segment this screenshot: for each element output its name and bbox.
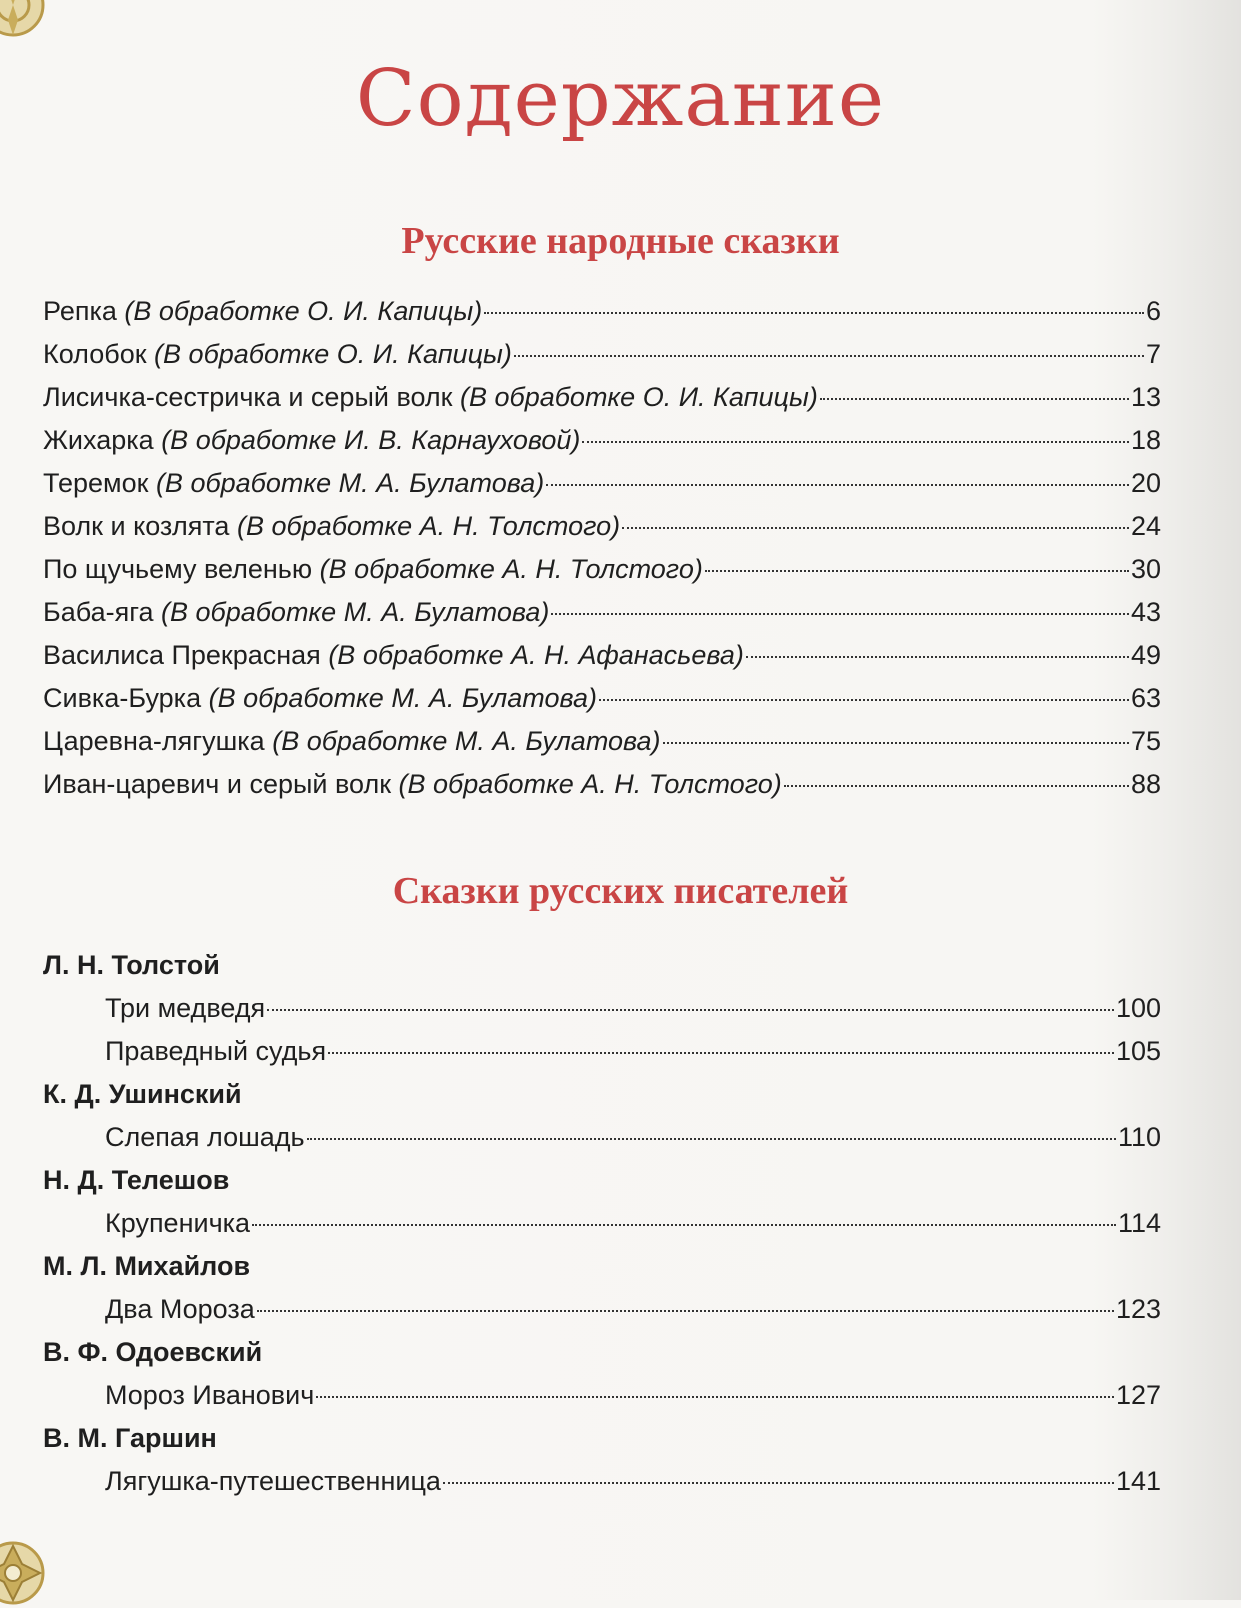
- entry-page: 20: [1130, 468, 1161, 498]
- entry-note: (В обработке М. А. Булатова): [155, 468, 545, 498]
- dot-leader: [551, 613, 1129, 615]
- toc-entry[interactable]: [43, 505, 1161, 548]
- entry-title: Василиса Прекрасная: [43, 640, 321, 670]
- dot-leader: [599, 699, 1129, 701]
- entry-note: (В обработке А. Н. Толстого): [398, 769, 782, 799]
- entry-title: Теремок: [43, 468, 149, 498]
- entry-page: 88: [1130, 769, 1161, 799]
- ornament-icon: [0, 0, 48, 40]
- dot-leader: [443, 1482, 1114, 1484]
- entry-page: 30: [1130, 554, 1161, 584]
- entry-title: Слепая лошадь: [105, 1122, 305, 1152]
- author-name: В. Ф. Одоевский: [43, 1337, 263, 1367]
- toc-entry[interactable]: [43, 1288, 1161, 1331]
- entry-note: (В обработке О. И. Капицы): [154, 339, 512, 369]
- toc-entry[interactable]: [43, 720, 1161, 763]
- entry-note: (В обработке А. Н. Толстого): [236, 511, 621, 541]
- entry-page: 114: [1117, 1208, 1161, 1238]
- author-name: Л. Н. Толстой: [43, 950, 220, 980]
- dot-leader: [820, 398, 1129, 400]
- entry-note: (В обработке О. И. Капицы): [460, 382, 818, 412]
- entry-note: (В обработке О. И. Капицы): [124, 296, 483, 326]
- entry-page: 123: [1115, 1294, 1161, 1324]
- entry-page: 110: [1117, 1122, 1161, 1152]
- toc-entry[interactable]: [43, 1460, 1161, 1503]
- toc-entry[interactable]: [43, 591, 1161, 634]
- entry-page: 43: [1130, 597, 1161, 627]
- toc-entry[interactable]: [43, 462, 1161, 505]
- entry-note: (В обработке А. Н. Афанасьева): [328, 640, 744, 670]
- toc-entry[interactable]: [43, 677, 1161, 720]
- toc-entry[interactable]: [43, 634, 1161, 677]
- entry-page: 141: [1115, 1466, 1161, 1496]
- section-title-folk: Русские народные сказки: [401, 220, 840, 262]
- dot-leader: [267, 1009, 1114, 1011]
- entry-title: Колобок: [43, 339, 147, 369]
- dot-leader: [663, 742, 1129, 744]
- toc-entry[interactable]: [43, 763, 1161, 806]
- entry-title: Лягушка-путешественница: [105, 1466, 441, 1496]
- dot-leader: [746, 656, 1129, 658]
- dot-leader: [307, 1138, 1116, 1140]
- entry-title: Три медведя: [105, 993, 266, 1023]
- entry-title: Иван-царевич и серый волк: [43, 769, 392, 799]
- entry-title: Жихарка: [43, 425, 154, 455]
- dot-leader: [328, 1052, 1114, 1054]
- toc-writers: [43, 944, 1161, 1503]
- entry-page: 6: [1145, 296, 1161, 326]
- toc-entry[interactable]: [43, 419, 1161, 462]
- entry-note: (В обработке М. А. Булатова): [272, 726, 661, 756]
- author-name: Н. Д. Телешов: [43, 1165, 230, 1195]
- author-name: К. Д. Ушинский: [43, 1079, 242, 1109]
- dot-leader: [622, 527, 1129, 529]
- entry-title: Баба-яга: [43, 597, 154, 627]
- entry-page: 105: [1115, 1036, 1161, 1066]
- entry-page: 18: [1130, 425, 1161, 455]
- entry-title: Два Мороза: [105, 1294, 255, 1324]
- author-name: М. Л. Михайлов: [43, 1251, 251, 1281]
- entry-page: 100: [1115, 993, 1161, 1023]
- entry-page: 13: [1130, 382, 1161, 412]
- toc-entry[interactable]: [43, 290, 1161, 333]
- dot-leader: [784, 785, 1129, 787]
- entry-title: Волк и козлята: [43, 511, 230, 541]
- ornament-icon: [0, 1538, 48, 1608]
- dot-leader: [257, 1310, 1114, 1312]
- dot-leader: [514, 355, 1144, 357]
- toc-entry[interactable]: [43, 333, 1161, 376]
- dot-leader: [316, 1396, 1114, 1398]
- toc-folk: [43, 290, 1161, 806]
- entry-page: 75: [1130, 726, 1161, 756]
- entry-page: 24: [1130, 511, 1161, 541]
- page-title: Содержание: [355, 54, 886, 144]
- dot-leader: [252, 1224, 1116, 1226]
- toc-entry[interactable]: [43, 548, 1161, 591]
- entry-title: Крупеничка: [105, 1208, 251, 1238]
- entry-page: 7: [1145, 339, 1161, 369]
- entry-note: (В обработке М. А. Булатова): [208, 683, 597, 713]
- section-title-writers: Сказки русских писателей: [392, 870, 849, 912]
- entry-note: (В обработке А. Н. Толстого): [319, 554, 703, 584]
- dot-leader: [546, 484, 1129, 486]
- entry-title: Царевна-лягушка: [43, 726, 265, 756]
- toc-entry[interactable]: [43, 1374, 1161, 1417]
- entry-title: Праведный судья: [105, 1036, 327, 1066]
- entry-page: 127: [1115, 1380, 1161, 1410]
- entry-page: 49: [1130, 640, 1161, 670]
- entry-note: (В обработке М. А. Булатова): [161, 597, 550, 627]
- toc-entry[interactable]: [43, 1116, 1161, 1159]
- toc-entry[interactable]: [43, 987, 1161, 1030]
- entry-page: 63: [1130, 683, 1161, 713]
- dot-leader: [582, 441, 1129, 443]
- entry-title: Лисичка-сестричка и серый волк: [43, 382, 453, 412]
- entry-title: По щучьему веленью: [43, 554, 313, 584]
- toc-entry[interactable]: [43, 1202, 1161, 1245]
- author-name: В. М. Гаршин: [43, 1423, 217, 1453]
- toc-entry[interactable]: [43, 1030, 1161, 1073]
- entry-title: Сивка-Бурка: [43, 683, 202, 713]
- entry-title: Мороз Иванович: [105, 1380, 315, 1410]
- toc-entry[interactable]: [43, 376, 1161, 419]
- dot-leader: [705, 570, 1129, 572]
- entry-note: (В обработке И. В. Карнауховой): [161, 425, 581, 455]
- dot-leader: [484, 312, 1144, 314]
- entry-title: Репка: [43, 296, 117, 326]
